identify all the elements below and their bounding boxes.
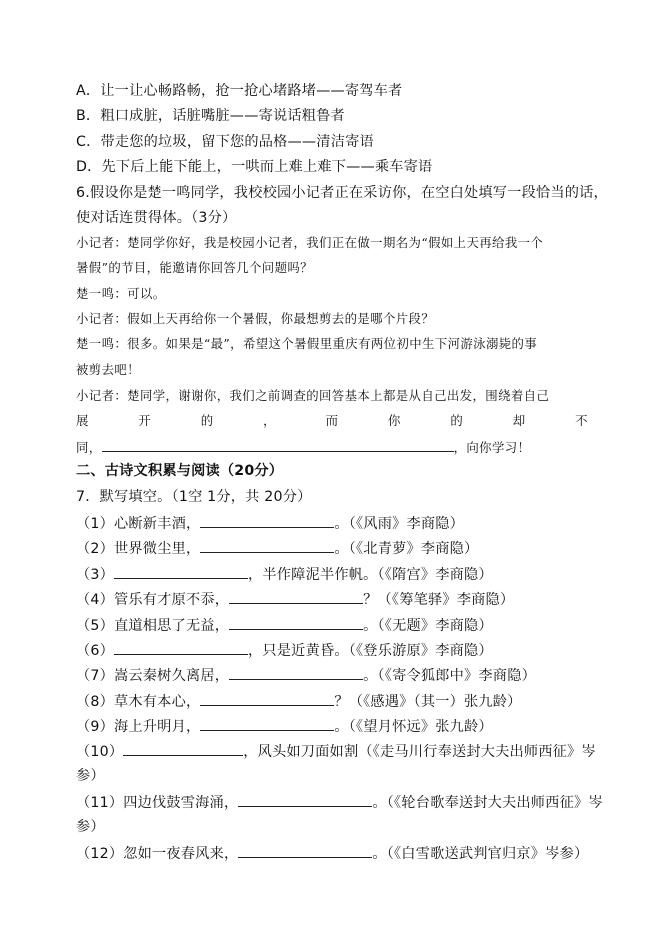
dialogue-line: 暑假”的节目，能邀请你回答几个问题吗？ — [76, 260, 313, 275]
q7-item: （3） ，半作障泥半作帆。（《隋宫》李商隐） — [76, 563, 493, 585]
answer-blank[interactable] — [114, 563, 248, 579]
answer-blank[interactable] — [229, 614, 363, 630]
choice-b: B．粗口成脏，话脏嘴脏——寄说话粗鲁者 — [76, 108, 345, 124]
answer-blank[interactable] — [200, 512, 334, 528]
dialogue-line: 楚一鸣：很多。如果是“最”，希望这个暑假里重庆有两位初中生下河游泳溺毙的事 — [76, 336, 538, 351]
answer-blank[interactable] — [238, 791, 372, 807]
answer-blank[interactable] — [114, 639, 248, 655]
q7-item: （11）四边伐鼓雪海涌， 。（《轮台歌奉送封大夫出师西征》岑 — [76, 791, 603, 813]
dialogue-line: 被剪去吧！ — [76, 362, 140, 377]
dialogue-line: 小记者：楚同学你好，我是校园小记者，我们正在做一期名为“假如上天再给我一个 — [76, 235, 544, 250]
q7-item-wrap: 参） — [76, 819, 105, 835]
choice-a: A．让一让心畅路畅，抢一抢心堵路堵——寄驾车者 — [76, 83, 403, 99]
answer-blank[interactable] — [200, 715, 334, 731]
answer-blank[interactable] — [238, 842, 372, 858]
q7-item: （12）忽如一夜春风来， 。（《白雪歌送武判官归京》岑参） — [76, 842, 588, 864]
answer-blank[interactable] — [200, 690, 334, 706]
answer-blank[interactable] — [123, 740, 243, 756]
section-heading: 二、古诗文积累与阅读（20分） — [76, 463, 284, 479]
q7-item-wrap: 参） — [76, 768, 105, 784]
q7-item: （9）海上升明月， 。（《望月怀远》张九龄） — [76, 715, 493, 737]
dialogue-line: 楚一鸣：可以。 — [76, 286, 166, 301]
q7-item: （5）直道相思了无益， 。（《无题》李商隐） — [76, 614, 493, 636]
answer-blank[interactable] — [229, 664, 363, 680]
q7-item: （7）嵩云秦树久离居， 。（《寄令狐郎中》李商隐） — [76, 664, 536, 686]
q7-item: （2）世界微尘里， 。（《北青萝》李商隐） — [76, 537, 478, 559]
q6-title: 6.假设你是楚一鸣同学，我校校园小记者正在采访你，在空白处填写一段恰当的话， — [76, 185, 608, 201]
q7-title: 7．默写填空。（1空 1分，共 20分） — [76, 489, 312, 505]
dialogue-spread-line: 展 开 的 ， 而 你 的 却 不 — [76, 413, 588, 428]
q7-item: （6） ，只是近黄昏。（《登乐游原》李商隐） — [76, 639, 493, 661]
answer-blank[interactable] — [229, 588, 363, 604]
q7-item: （10） ，风头如刀面如割（《走马川行奉送封大夫出师西征》岑 — [76, 740, 596, 762]
choice-d: D．先下后上能下能上，一哄而上难上难下——乘车寄语 — [76, 159, 433, 175]
q7-item: （1）心断新丰酒， 。（《风雨》李商隐） — [76, 512, 464, 534]
answer-blank[interactable] — [200, 537, 334, 553]
q6-title-cont: 使对话连贯得体。（3分） — [76, 210, 237, 226]
choice-c: C．带走您的垃圾，留下您的品格——清洁寄语 — [76, 134, 374, 150]
q7-item: （4）管乐有才原不忝， ？（《筹笔驿》李商隐） — [76, 588, 514, 610]
answer-blank[interactable] — [102, 436, 454, 452]
dialogue-line: 同， ，向你学习！ — [76, 436, 530, 458]
dialogue-line: 小记者：假如上天再给你一个暑假，你最想剪去的是哪个片段？ — [76, 311, 435, 326]
dialogue-line: 小记者：楚同学，谢谢你，我们之前调查的回答基本上都是从自己出发，围绕着自己 — [76, 388, 550, 403]
q7-item: （8）草木有本心， ？（《感遇》（其一）张九龄） — [76, 690, 522, 712]
